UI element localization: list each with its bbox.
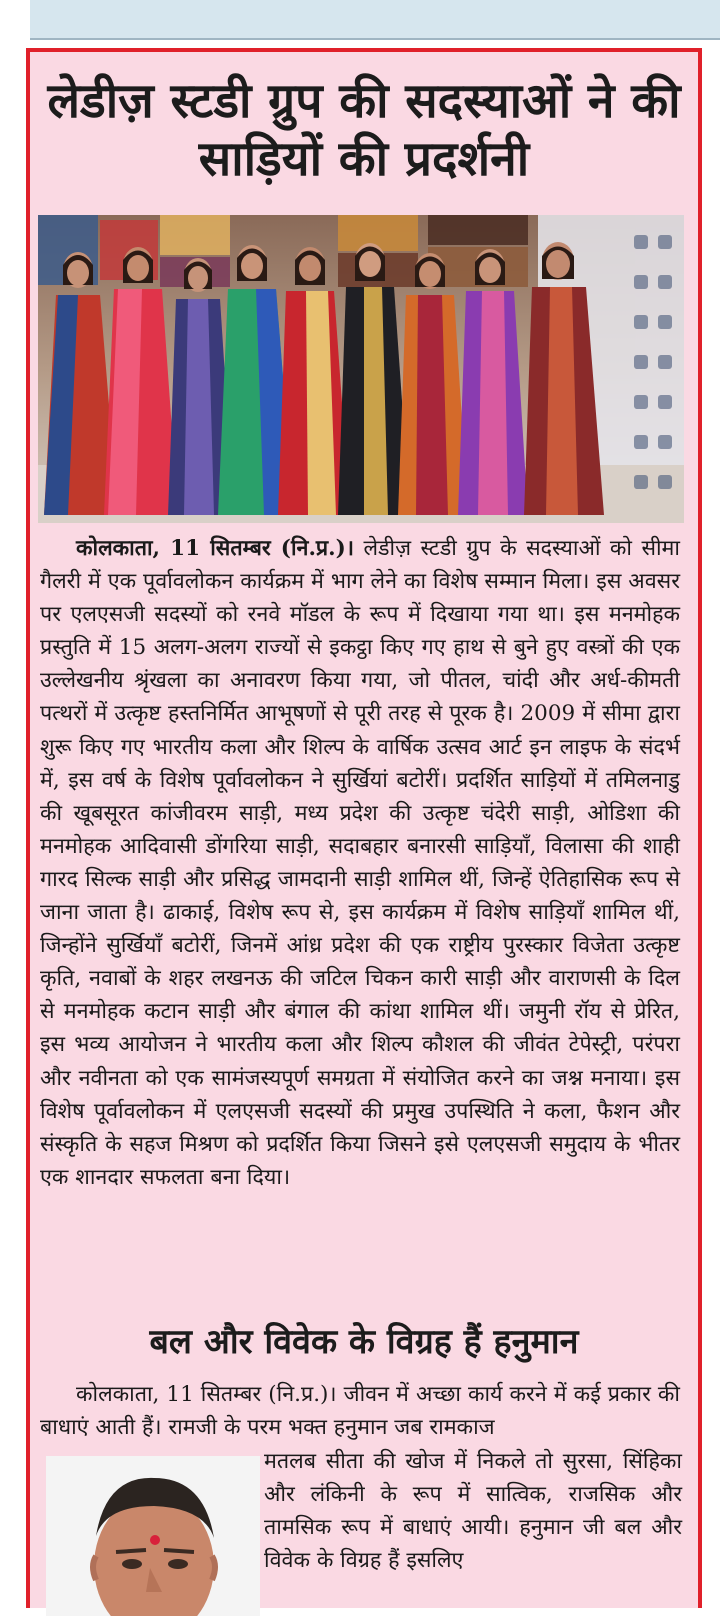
- browser-top-bar: [0, 0, 720, 40]
- left-margin: [0, 40, 24, 1600]
- article2-dateline: कोलकाता, 11 सितम्बर (नि.प्र.)।: [76, 1382, 337, 1407]
- man-portrait-image: [46, 1456, 260, 1616]
- article2-portrait-photo: [46, 1456, 260, 1616]
- article1-body: [40, 532, 680, 1194]
- group-photo-saree-exhibition: [38, 215, 684, 523]
- article2-headline: बल और विवेक के विग्रह हैं हनुमान: [149, 1322, 579, 1362]
- top-bar-panel: [30, 0, 720, 40]
- article1-photo: [38, 215, 684, 523]
- article2-text-top: जीवन में अच्छा कार्य करने में कई प्रकार की बाधाएं आती हैं। रामजी के परम भक्त हनुमान जब रामकाज: [40, 1382, 680, 1440]
- article1-headline: लेडीज़ स्टडी ग्रुप की सदस्याओं ने की साड़ियों की प्रदर्शनी: [47, 73, 681, 187]
- article2-body-side: मतलब सीता की खोज में निकले तो सुरसा, सिंहिका और लंकिनी के रूप में सात्विक, राजसिक और तामसिक रूप में बाधाएं आयी। हनुमान जी बल और विवेक के विग्रह हैं इसलिए: [264, 1449, 682, 1573]
- article2-body-top: [40, 1378, 680, 1444]
- newspaper-clipping: [26, 48, 702, 1608]
- article1-dateline: कोलकाता, 11 सितम्बर (नि.प्र.)।: [76, 536, 354, 561]
- article1-text: लेडीज़ स्टडी ग्रुप के सदस्याओं को सीमा गैलरी में एक पूर्वावलोकन कार्यक्रम में भाग लेने का विशेष सम्मान मिला। इस अवसर पर एलएसजी सदस्यों को रनवे मॉडल के रूप में दिखाया गया था। इस मनमोहक प्रस्तुति में 15 अलग-अलग राज्यों से इकट्ठा किए गए हाथ से बुने हुए वस्त्रों की एक उल्लेखनीय श्रृंखला का अनावरण किया गया, जो पीतल, चांदी और अर्ध-कीमती पत्थरों में उत्कृष्ट हस्तनिर्मित आभूषणों से पूरी तरह से पूरक है। 2009 में सीमा द्वारा शुरू किए गए भारतीय कला और शिल्प के वार्षिक उत्सव आर्ट इन लाइफ के संदर्भ में, इस वर्ष के विशेष पूर्वावलोकन ने सुर्खियां बटोरीं। प्रदर्शित साड़ियों में तमिलनाडु की खूबसूरत कांजीवरम साड़ी, मध्य प्रदेश की उत्कृष्ट चंदेरी साड़ी, ओडिशा की मनमोहक आदिवासी डोंगरिया साड़ी, सदाबहार बनारसी साड़ियाँ, विलासा की शाही गारद सिल्क साड़ी और प्रसिद्ध जामदानी साड़ी शामिल थीं, जिन्हें ऐतिहासिक रूप से जाना जाता है। ढाकाई, विशेष रूप से, इस कार्यक्रम में विशेष साड़ियाँ शामिल थीं, जिन्होंने सुर्खियाँ बटोरीं, जिनमें आंध्र प्रदेश की एक राष्ट्रीय पुरस्कार विजेता उत्कृष्ट कृति, नवाबों के शहर लखनऊ की जटिल चिकन कारी साड़ी और वाराणसी के दिल से मनमोहक कटान साड़ी और बंगाल की कांथा शामिल थीं। जमुनी रॉय से प्रेरित, इस भव्य आयोजन ने भारतीय कला और शिल्प कौशल की जीवंत टेपेस्ट्री, परंपरा और नवीनता को एक सामंजस्यपूर्ण समग्रता में संयोजित करने का जश्न मनाया। इस विशेष पूर्वावलोकन में एलएसजी सदस्यों की प्रमुख उपस्थिति ने कला, फैशन और संस्कृति के सहज मिश्रण को प्रदर्शित किया जिसने इसे एलएसजी समुदाय के भीतर एक शानदार सफलता बना दिया।: [40, 536, 680, 1190]
